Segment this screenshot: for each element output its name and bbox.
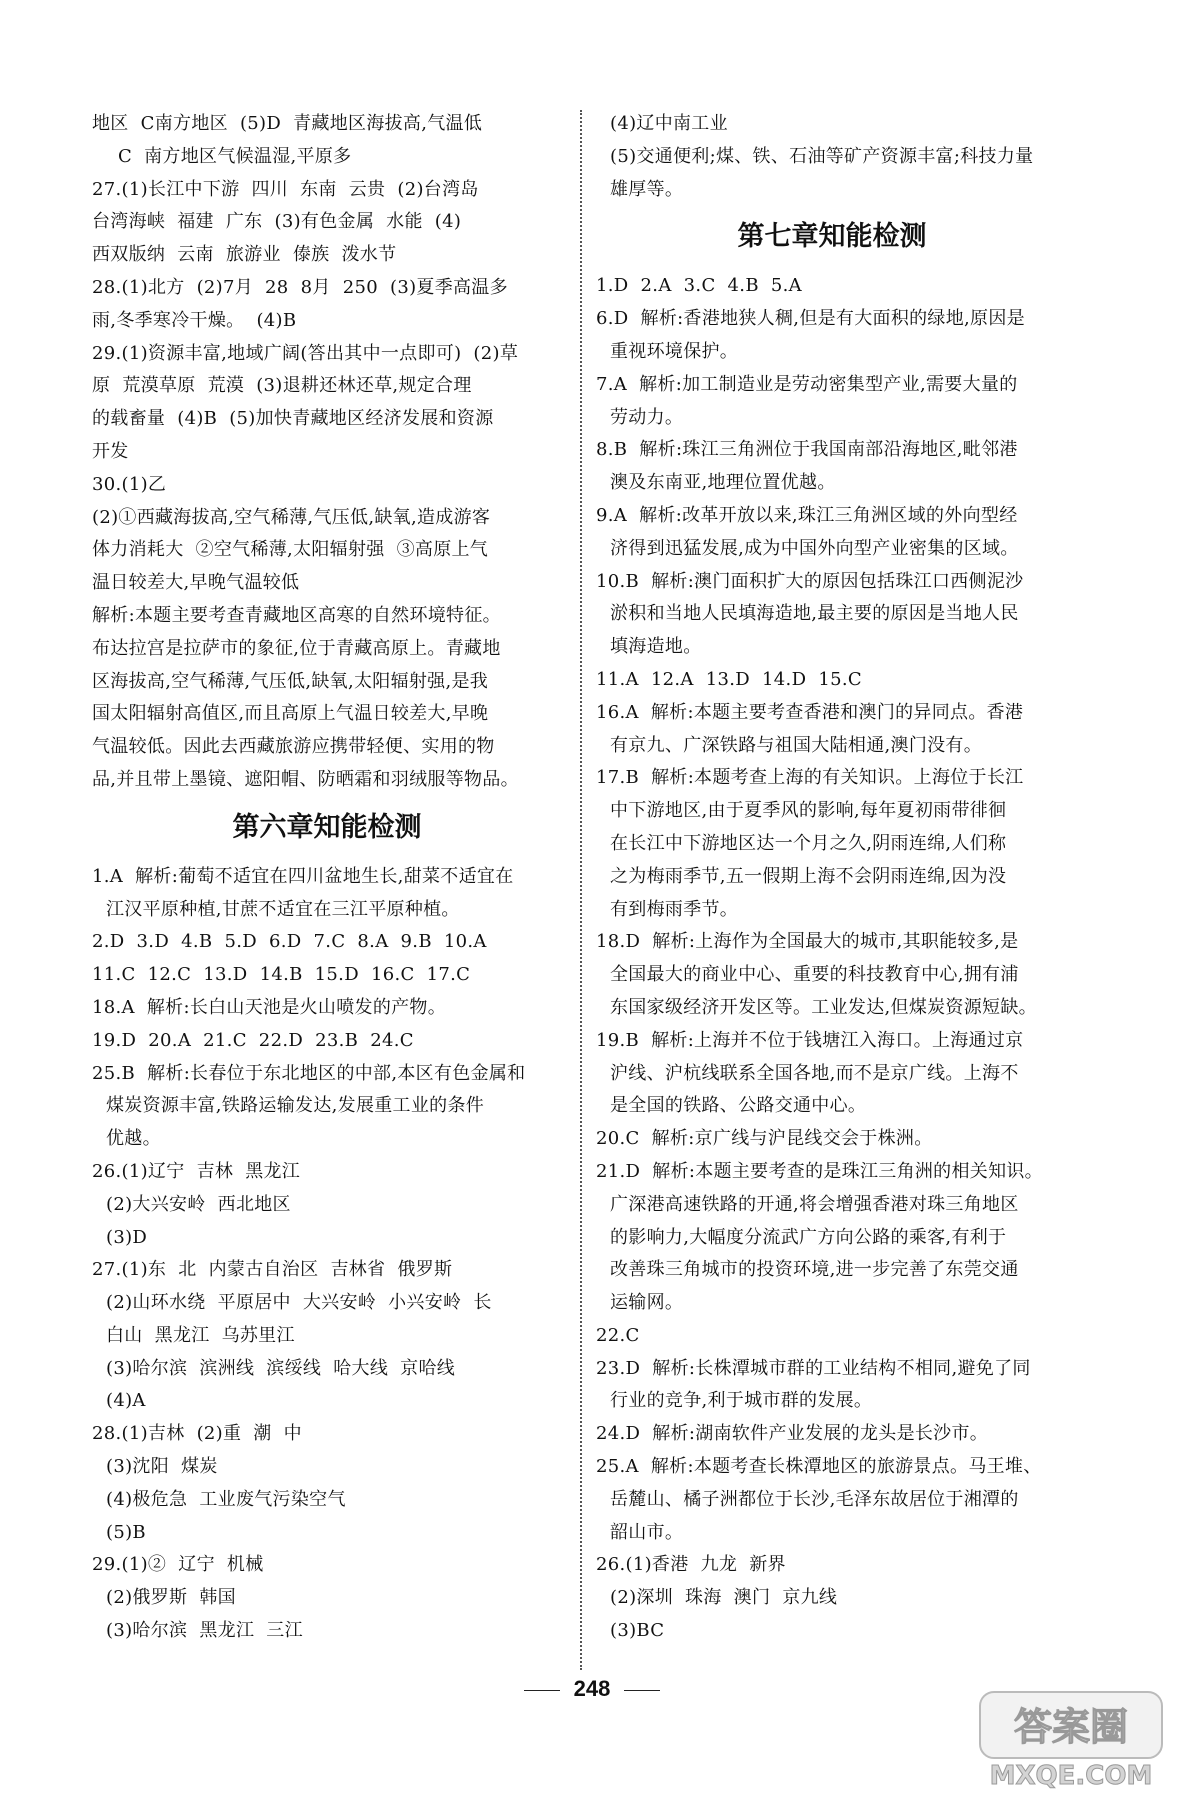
text-line: 东国家级经济开发区等。工业发达,但煤炭资源短缺。	[610, 996, 1037, 1018]
text-line: 西双版纳 云南 旅游业 傣族 泼水节	[92, 244, 397, 266]
text-line: 解析:本题主要考查青藏地区高寒的自然环境特征。	[92, 604, 501, 626]
watermark-line2: MXQE.COM	[989, 1761, 1153, 1791]
chapter-seven-heading: 第七章知能检测	[737, 221, 927, 253]
text-line: 18.A 解析:长白山天池是火山喷发的产物。	[92, 996, 447, 1018]
text-line: (3)哈尔滨 滨洲线 滨绥线 哈大线 京哈线	[106, 1357, 456, 1379]
text-line: 11.A 12.A 13.D 14.D 15.C	[596, 668, 862, 690]
text-line: 淤积和当地人民填海造地,最主要的原因是当地人民	[610, 603, 1019, 625]
text-line: 在长江中下游地区达一个月之久,阴雨连绵,人们称	[610, 832, 1007, 854]
text-line: 20.C 解析:京广线与沪昆线交会于株洲。	[596, 1128, 933, 1150]
text-line: 有到梅雨季节。	[610, 898, 739, 920]
text-line: 22.C	[596, 1324, 640, 1346]
text-line: 29.(1)资源丰富,地域广阔(答出其中一点即可) (2)草	[92, 342, 519, 364]
text-line: 江汉平原种植,甘蔗不适宜在三江平原种植。	[106, 898, 460, 920]
text-line: 29.(1)② 辽宁 机械	[92, 1554, 264, 1576]
text-line: 雄厚等。	[610, 178, 684, 200]
text-line: (2)①西藏海拔高,空气稀薄,气压低,缺氧,造成游客	[92, 506, 491, 528]
text-line: 体力消耗大 ②空气稀薄,太阳辐射强 ③高原上气	[92, 539, 489, 561]
text-line: 气温较低。因此去西藏旅游应携带轻便、实用的物	[92, 736, 495, 758]
text-line: 地区 C南方地区 (5)D 青藏地区海拔高,气温低	[92, 113, 483, 134]
text-line: 煤炭资源丰富,铁路运输发达,发展重工业的条件	[106, 1095, 485, 1117]
text-line: 雨,冬季寒冷干燥。 (4)B	[92, 309, 297, 331]
right-bottom-section	[596, 270, 1068, 1647]
text-line: 全国最大的商业中心、重要的科技教育中心,拥有浦	[610, 964, 1019, 986]
text-line: 6.D 解析:香港地狭人稠,但是有大面积的绿地,原因是	[596, 308, 1025, 330]
text-line: 10.B 解析:澳门面积扩大的原因包括珠江口西侧泥沙	[596, 570, 1024, 592]
text-line: 广深港高速铁路的开通,将会增强香港对珠三角地区	[610, 1193, 1019, 1215]
page-number-dash-left	[524, 1690, 560, 1691]
text-line: 27.(1)东 北 内蒙古自治区 吉林省 俄罗斯	[92, 1259, 453, 1281]
watermark-line1: 答案圈	[1013, 1705, 1129, 1749]
text-line: (3)沈阳 煤炭	[106, 1456, 218, 1478]
text-line: 8.B 解析:珠江三角洲位于我国南部沿海地区,毗邻港	[596, 439, 1018, 461]
text-line: 澳及东南亚,地理位置优越。	[610, 472, 836, 494]
chapter-six-heading: 第六章知能检测	[232, 811, 422, 843]
text-line: 优越。	[106, 1128, 161, 1150]
text-line: 的影响力,大幅度分流武广方向公路的乘客,有利于	[610, 1226, 1007, 1248]
text-line: 28.(1)吉林 (2)重 潮 中	[92, 1423, 302, 1445]
text-line: 沪线、沪杭线联系全国各地,而不是京广线。上海不	[610, 1062, 1019, 1084]
column-divider	[580, 110, 582, 1670]
text-line: 中下游地区,由于夏季风的影响,每年夏初雨带徘徊	[610, 800, 1007, 822]
right-top-section	[596, 108, 1068, 206]
text-line: (5)交通便利;煤、铁、石油等矿产资源丰富;科技力量	[610, 145, 1034, 167]
left-bottom-section	[92, 861, 562, 1648]
text-line: 26.(1)香港 九龙 新界	[596, 1554, 786, 1576]
text-line: 台湾海峡 福建 广东 (3)有色金属 水能 (4)	[92, 211, 462, 233]
text-line: (3)D	[106, 1226, 148, 1248]
text-line: (4)极危急 工业废气污染空气	[106, 1488, 346, 1510]
text-line: (4)A	[106, 1390, 146, 1412]
page-number-text: 248	[573, 1676, 611, 1701]
page-number-dash-right	[624, 1690, 660, 1691]
text-line: 1.D 2.A 3.C 4.B 5.A	[596, 275, 802, 297]
text-line: 重视环境保护。	[610, 340, 739, 362]
text-line: 行业的竞争,利于城市群的发展。	[610, 1390, 873, 1412]
text-line: 25.B 解析:长春位于东北地区的中部,本区有色金属和	[92, 1062, 526, 1084]
text-line: 改善珠三角城市的投资环境,进一步完善了东莞交通	[610, 1259, 1019, 1281]
text-line: 劳动力。	[610, 406, 684, 428]
text-line: 7.A 解析:加工制造业是劳动密集型产业,需要大量的	[596, 373, 1018, 395]
text-line: 之为梅雨季节,五一假期上海不会阴雨连绵,因为没	[610, 865, 1007, 887]
text-line: 1.A 解析:葡萄不适宜在四川盆地生长,甜菜不适宜在	[92, 865, 514, 887]
text-line: (3)BC	[610, 1620, 665, 1642]
text-line: (2)俄罗斯 韩国	[106, 1587, 236, 1609]
text-line: 30.(1)乙	[92, 473, 167, 495]
text-line: 的载畜量 (4)B (5)加快青藏地区经济发展和资源	[92, 408, 494, 430]
text-line: 区海拔高,空气稀薄,气压低,缺氧,太阳辐射强,是我	[92, 670, 489, 692]
text-line: 有京九、广深铁路与祖国大陆相通,澳门没有。	[610, 734, 983, 756]
text-line: 21.D 解析:本题主要考查的是珠江三角洲的相关知识。	[596, 1160, 1043, 1182]
text-line: 26.(1)辽宁 吉林 黑龙江	[92, 1160, 301, 1182]
text-line: 19.B 解析:上海并不位于钱塘江入海口。上海通过京	[596, 1029, 1024, 1051]
text-line: 23.D 解析:长株潭城市群的工业结构不相同,避免了同	[596, 1357, 1031, 1379]
text-line: 布达拉宫是拉萨市的象征,位于青藏高原上。青藏地	[92, 637, 501, 659]
text-line: 25.A 解析:本题考查长株潭地区的旅游景点。马王堆、	[596, 1456, 1042, 1478]
text-line: 开发	[92, 440, 129, 462]
text-line: (2)深圳 珠海 澳门 京九线	[610, 1587, 838, 1609]
watermark-logo	[976, 1688, 1166, 1792]
text-line: (5)B	[106, 1521, 146, 1543]
text-line: C 南方地区气候温湿,平原多	[118, 145, 352, 167]
text-line: 16.A 解析:本题主要考查香港和澳门的异同点。香港	[596, 701, 1024, 723]
text-line: (2)大兴安岭 西北地区	[106, 1193, 291, 1215]
text-line: 国太阳辐射高值区,而且高原上气温日较差大,早晚	[92, 703, 489, 725]
text-line: 填海造地。	[610, 636, 702, 658]
text-line: 19.D 20.A 21.C 22.D 23.B 24.C	[92, 1029, 414, 1051]
text-line: 岳麓山、橘子洲都位于长沙,毛泽东故居位于湘潭的	[610, 1488, 1019, 1510]
text-line: 2.D 3.D 4.B 5.D 6.D 7.C 8.A 9.B 10.A	[92, 931, 487, 953]
text-line: 18.D 解析:上海作为全国最大的城市,其职能较多,是	[596, 931, 1019, 953]
text-line: (2)山环水绕 平原居中 大兴安岭 小兴安岭 长	[106, 1292, 492, 1314]
text-line: 24.D 解析:湖南软件产业发展的龙头是长沙市。	[596, 1423, 989, 1445]
text-line: 济得到迅猛发展,成为中国外向型产业密集的区域。	[610, 537, 1019, 559]
text-line: 白山 黑龙江 乌苏里江	[106, 1324, 295, 1346]
left-top-section	[92, 108, 562, 797]
text-line: 韶山市。	[610, 1521, 684, 1543]
text-line: 11.C 12.C 13.D 14.B 15.D 16.C 17.C	[92, 964, 471, 986]
text-line: 是全国的铁路、公路交通中心。	[610, 1095, 867, 1117]
text-line: 27.(1)长江中下游 四川 东南 云贵 (2)台湾岛	[92, 178, 479, 200]
text-line: 9.A 解析:改革开放以来,珠江三角洲区域的外向型经	[596, 504, 1018, 526]
right-column	[596, 108, 1068, 1648]
text-line: 17.B 解析:本题考查上海的有关知识。上海位于长江	[596, 767, 1024, 789]
text-line: 品,并且带上墨镜、遮阳帽、防晒霜和羽绒服等物品。	[92, 768, 519, 790]
text-line: 运输网。	[610, 1292, 684, 1314]
text-line: 温日较差大,早晚气温较低	[92, 572, 300, 594]
text-line: 原 荒漠草原 荒漠 (3)退耕还林还草,规定合理	[92, 375, 472, 397]
text-line: (4)辽中南工业	[610, 113, 728, 134]
left-column	[92, 108, 562, 1648]
text-line: (3)哈尔滨 黑龙江 三江	[106, 1620, 303, 1642]
text-line: 28.(1)北方 (2)7月 28 8月 250 (3)夏季高温多	[92, 276, 508, 298]
